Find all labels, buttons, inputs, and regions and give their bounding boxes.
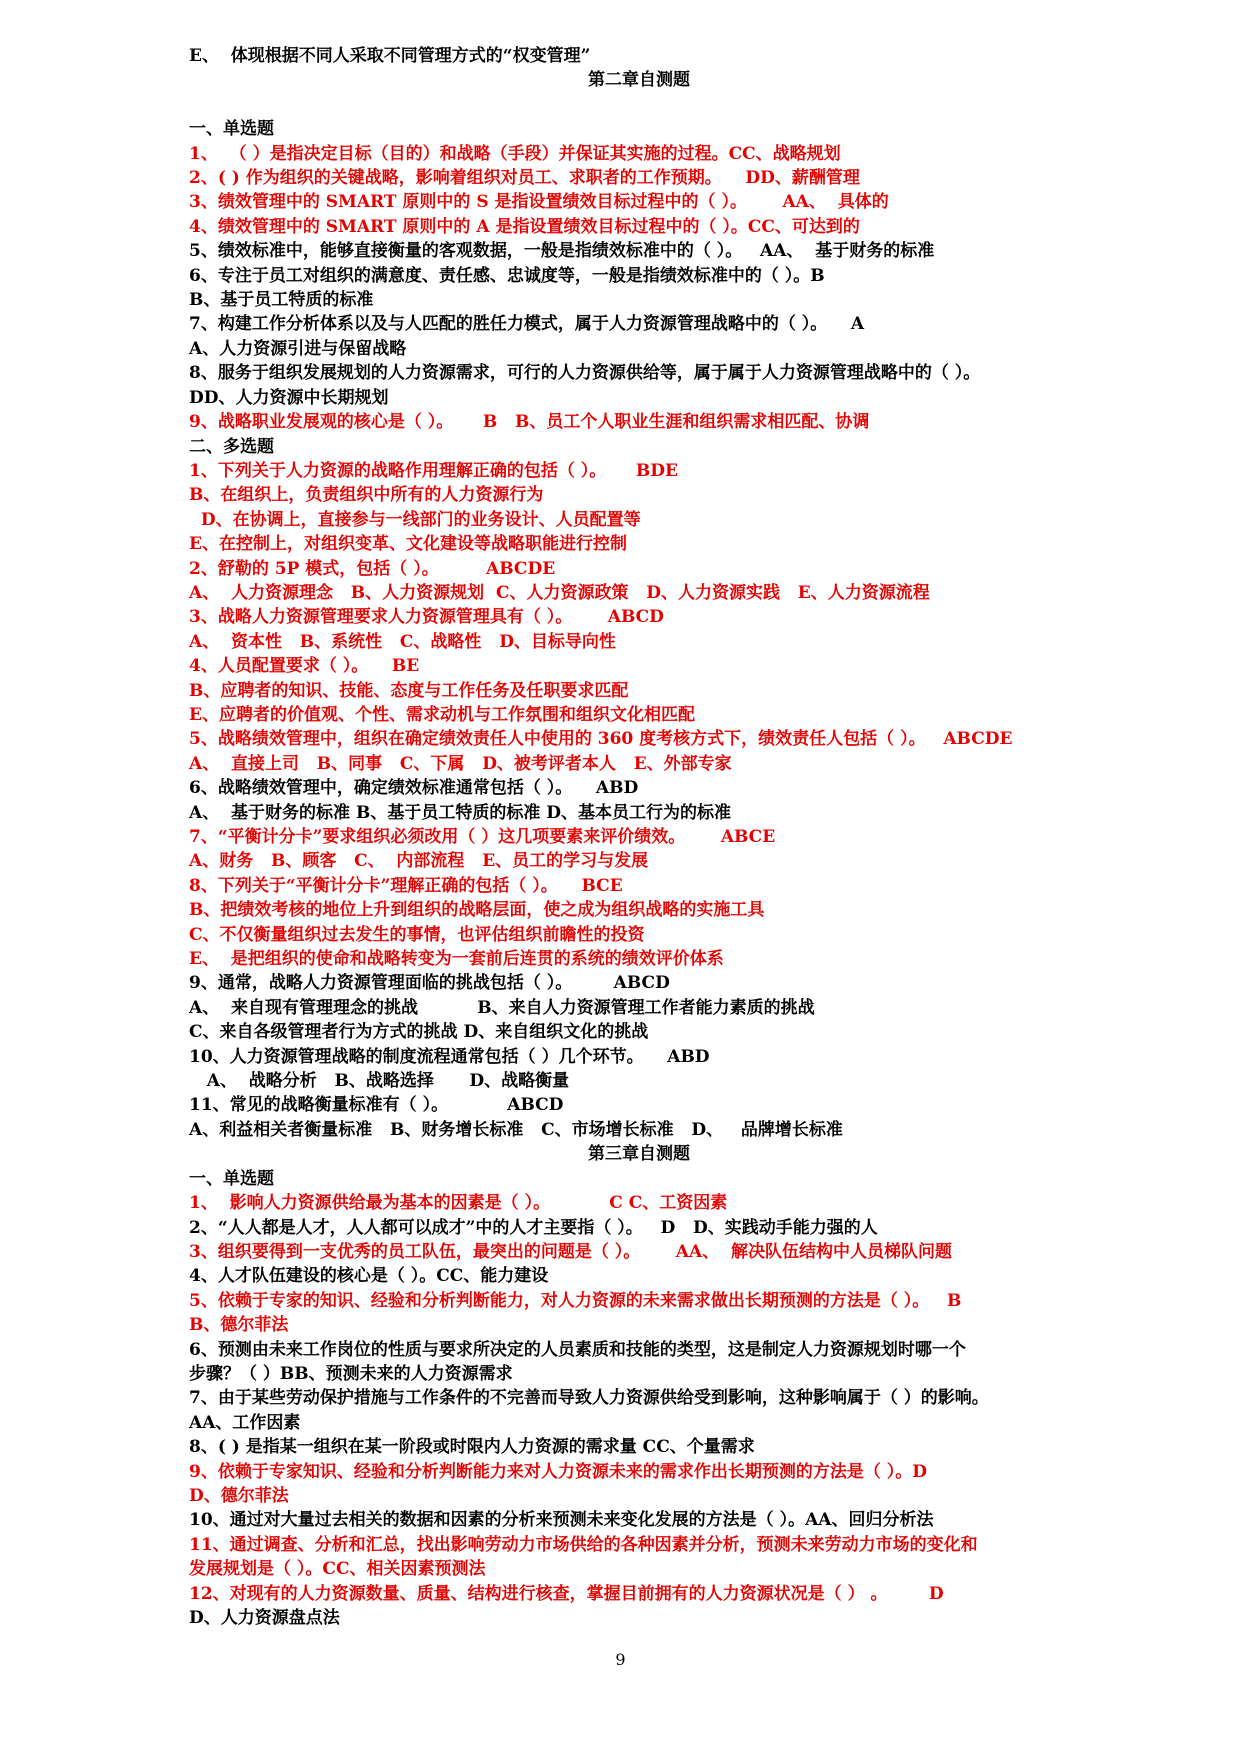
text-line <box>189 93 1089 117</box>
text-line: 7、由于某些劳动保护措施与工作条件的不完善而导致人力资源供给受到影响，这种影响属于（ ）的影响。 <box>189 1388 989 1409</box>
text-line: 5、依赖于专家的知识、经验和分析判断能力，对人力资源的未来需求做出长期预测的方法是（ ）。 B <box>189 1290 962 1311</box>
text-line: 10、通过对大量过去相关的数据和因素的分析来预测未来变化发展的方法是（ ）。AA、回归分析法 <box>189 1510 934 1531</box>
text-line: DD、人力资源中长期规划 <box>189 387 389 408</box>
text-line: B、基于员工特质的标准 <box>189 290 374 311</box>
text-line: E、应聘者的价值观、个性、需求动机与工作氛围和组织文化相匹配 <box>189 704 695 725</box>
text-line: A、人力资源引进与保留战略 <box>189 338 407 359</box>
text-line: 5、绩效标准中，能够直接衡量的客观数据，一般是指绩效标准中的（ ）。 AA、 基于财务的标准 <box>189 241 935 262</box>
text-line: 6、战略绩效管理中，确定绩效标准通常包括（ ）。 ABD <box>189 778 639 799</box>
text-line: A、 战略分析 B、战略选择 D、战略衡量 <box>189 1071 570 1092</box>
text-line: 一、单选题 <box>189 119 274 140</box>
text-line: E、 体现根据不同人采取不同管理方式的“权变管理” <box>189 46 591 66</box>
text-line: B、把绩效考核的地位上升到组织的战略层面，使之成为组织战略的实施工具 <box>189 900 765 921</box>
text-line: 8、( ) 是指某一组织在某一阶段或时限内人力资源的需求量 CC、个量需求 <box>189 1437 755 1458</box>
text-line: 一、单选题 <box>189 1168 274 1189</box>
text-line: 6、专注于员工对组织的满意度、责任感、忠诚度等，一般是指绩效标准中的（ ）。B <box>189 265 825 286</box>
text-line: 2、舒勒的 5P 模式，包括（ ）。 ABCDE <box>189 558 556 579</box>
text-line: A、 资本性 B、系统性 C、战略性 D、目标导向性 <box>189 631 616 652</box>
text-line: A、财务 B、顾客 C、 内部流程 E、员工的学习与发展 <box>189 851 649 872</box>
text-line: 10、人力资源管理战略的制度流程通常包括（ ）几个环节。 ABD <box>189 1046 710 1067</box>
text-line: 3、绩效管理中的 SMART 原则中的 S 是指设置绩效目标过程中的（ ）。 AA、 具体的 <box>189 192 889 213</box>
text-line: 1、 （ ）是指决定目标（目的）和战略（手段）并保证其实施的过程。CC、战略规划 <box>189 143 841 164</box>
text-line: A、 人力资源理念 B、人力资源规划 C、人力资源政策 D、人力资源实践 E、人力资源流程 <box>189 582 930 603</box>
text-line: 1、下列关于人力资源的战略作用理解正确的包括（ ）。 BDE <box>189 460 678 481</box>
document-body <box>189 44 1089 1630</box>
text-line: 8、服务于组织发展规划的人力资源需求，可行的人力资源供给等，属于属于人力资源管理战略中的（ ）。 <box>189 363 981 384</box>
text-line: 8、下列关于“平衡计分卡”理解正确的包括（ ）。 BCE <box>189 875 623 896</box>
text-line: 2、“人人都是人才，人人都可以成才”中的人才主要指（ ）。 D D、实践动手能力强的人 <box>189 1217 878 1238</box>
text-line: 3、组织要得到一支优秀的员工队伍，最突出的问题是（ ）。 AA、 解决队伍结构中人员梯队问题 <box>189 1241 952 1262</box>
text-line: 1、 影响人力资源供给最为基本的因素是（ ）。 C C、工资因素 <box>189 1193 728 1214</box>
text-line: 11、常见的战略衡量标准有（ ）。 ABCD <box>189 1095 564 1116</box>
text-line: B、在组织上，负责组织中所有的人力资源行为 <box>189 485 544 506</box>
text-line: E、 是把组织的使命和战略转变为一套前后连贯的系统的绩效评价体系 <box>189 949 724 970</box>
text-line: 发展规划是（ ）。CC、相关因素预测法 <box>189 1559 486 1580</box>
text-line: 步骤？（ ）BB、预测未来的人力资源需求 <box>189 1363 513 1384</box>
text-line: 4、绩效管理中的 SMART 原则中的 A 是指设置绩效目标过程中的（ ）。CC、可达到的 <box>189 216 860 237</box>
text-line: B、应聘者的知识、技能、态度与工作任务及任职要求匹配 <box>189 680 629 701</box>
text-line: C、来自各级管理者行为方式的挑战 D、来自组织文化的挑战 <box>189 1022 649 1043</box>
text-line: A、 基于财务的标准 B、基于员工特质的标准 D、基本员工行为的标准 <box>189 802 731 823</box>
page-number: 9 <box>615 1650 626 1669</box>
text-line: D、德尔菲法 <box>189 1485 289 1506</box>
text-line: 5、战略绩效管理中，组织在确定绩效责任人中使用的 360 度考核方式下，绩效责任人包括（ ）。 ABCDE <box>189 729 1013 750</box>
text-line: A、 来自现有管理理念的挑战 B、来自人力资源管理工作者能力素质的挑战 <box>189 997 815 1018</box>
chapter-heading: 第二章自测题 <box>588 70 690 91</box>
text-line: 11、通过调查、分析和汇总，找出影响劳动力市场供给的各种因素并分析，预测未来劳动力市场的变化和 <box>189 1534 978 1555</box>
text-line: E、在控制上，对组织变革、文化建设等战略职能进行控制 <box>189 534 627 555</box>
text-line: D、在协调上，直接参与一线部门的业务设计、人员配置等 <box>189 509 641 530</box>
text-line: AA、工作因素 <box>189 1412 301 1433</box>
text-line: 2、( ) 作为组织的关键战略，影响着组织对员工、求职者的工作预期。 DD、薪酬管理 <box>189 168 860 189</box>
text-line: 7、构建工作分析体系以及与人匹配的胜任力模式，属于人力资源管理战略中的（ ）。 A <box>189 314 865 335</box>
text-line: 7、“平衡计分卡”要求组织必须改用（ ）这几项要素来评价绩效。 ABCE <box>189 827 776 847</box>
text-line: 4、人员配置要求（ ）。 BE <box>189 656 420 677</box>
text-line: 9、战略职业发展观的核心是（ ）。 B B、员工个人职业生涯和组织需求相匹配、协调 <box>189 412 870 433</box>
text-line: B、德尔菲法 <box>189 1315 289 1336</box>
text-line: A、 直接上司 B、同事 C、下属 D、被考评者本人 E、外部专家 <box>189 753 732 774</box>
text-line: 9、依赖于专家知识、经验和分析判断能力来对人力资源未来的需求作出长期预测的方法是（ ）。D <box>189 1461 927 1482</box>
text-line: D、人力资源盘点法 <box>189 1608 340 1628</box>
chapter-heading: 第三章自测题 <box>588 1144 690 1165</box>
text-line: 6、预测由未来工作岗位的性质与要求所决定的人员素质和技能的类型，这是制定人力资源规划时哪一个 <box>189 1339 966 1360</box>
text-line: 3、战略人力资源管理要求人力资源管理具有（ ）。 ABCD <box>189 607 664 628</box>
text-line: 4、人才队伍建设的核心是（ ）。CC、能力建设 <box>189 1266 549 1287</box>
text-line: 12、对现有的人力资源数量、质量、结构进行核查，掌握目前拥有的人力资源状况是（ ） 。 D <box>189 1583 944 1604</box>
text-line: A、利益相关者衡量标准 B、财务增长标准 C、市场增长标准 D、 品牌增长标准 <box>189 1119 843 1140</box>
text-line: 9、通常，战略人力资源管理面临的挑战包括（ ）。 ABCD <box>189 973 670 994</box>
text-line: C、不仅衡量组织过去发生的事情，也评估组织前瞻性的投资 <box>189 924 645 945</box>
text-line: 二、多选题 <box>189 436 274 457</box>
